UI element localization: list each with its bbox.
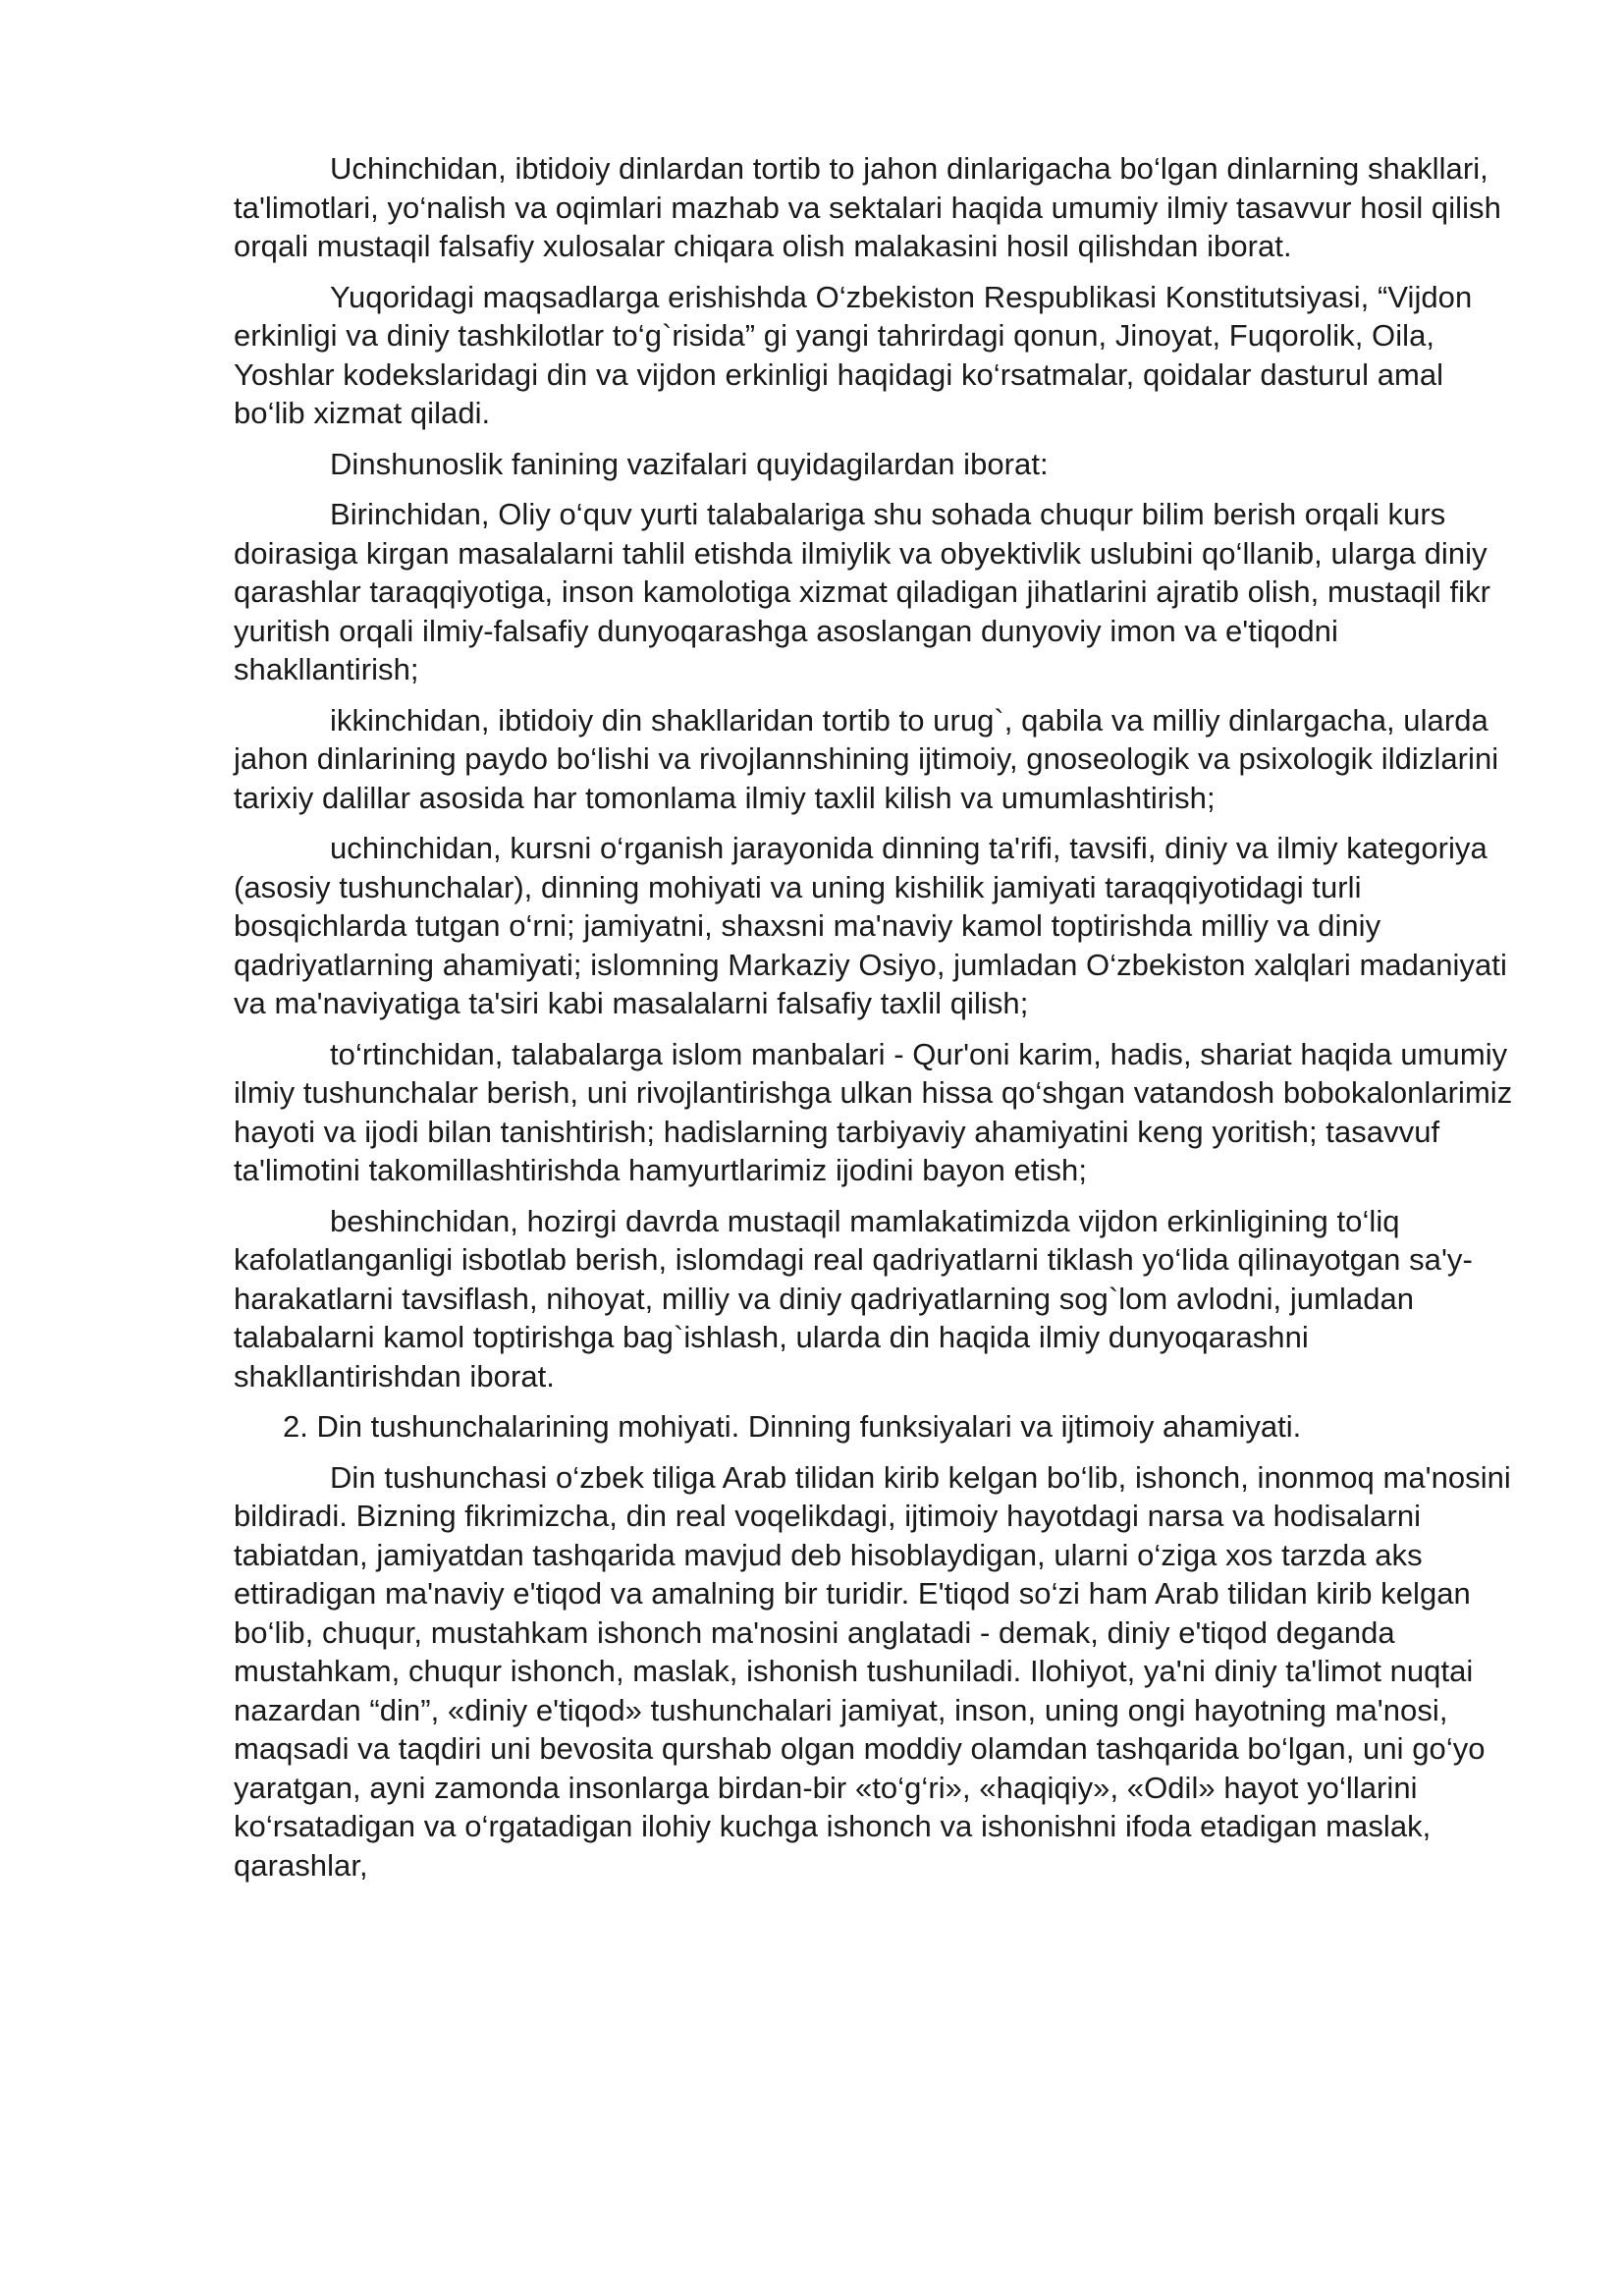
paragraph-task-fourth: to‘rtinchidan, talabalarga islom manbalari - Qur'oni karim, hadis, shariat haqida umumiy ilmiy tushunchalar berish, uni rivojlantirishga ulkan hissa qo‘shgan vatandosh bobokalonlarimiz hayoti va ijodi bilan tanishtirish; hadislarning tarbiyaviy ahamiyatini keng yoritish; tasavvuf ta'limotini takomillashtirishda hamyurtlarimiz ijodini bayon etish; — [234, 1036, 1513, 1187]
section-heading: 2. Din tushunchalarining mohiyati. Dinning funksiyalari va ijtimoiy ahamiyati. — [283, 1409, 1302, 1444]
paragraph-legal-basis: Yuqoridagi maqsadlarga erishishda O‘zbekiston Respublikasi Konstitutsiyasi, “Vijdon erkinligi va diniy tashkilotlar to‘g`risida” gi yangi tahrirdagi qonun, Jinoyat, Fuqorolik, Oila, Yoshlar kodekslaridagi din va vijdon erkinligi haqidagi ko‘rsatmalar, qoidalar dasturul amal bo‘lib xizmat qiladi. — [234, 279, 1473, 430]
paragraph-task-fifth: beshinchidan, hozirgi davrda mustaqil mamlakatimizda vijdon erkinligining to‘liq kafolatlanganligi isbotlab berish, islomdagi real qadriyatlarni tiklash yo‘lida qilinayotgan sa'y-harakatlarni tavsiflash, nihoyat, milliy va diniy qadriyatlarning sog`lom avlodni, jumladan talabalarni kamol toptirishga bag`ishlash, ularda din haqida ilmiy dunyoqarashni shakllantirishdan iborat. — [234, 1203, 1473, 1394]
document-page — [234, 149, 1515, 1896]
paragraph-goal-third: Uchinchidan, ibtidoiy dinlardan tortib to jahon dinlarigacha bo‘lgan dinlarning shakllari, ta'limotlari, yo‘nalish va oqimlari mazhab va sektalari haqida umumiy ilmiy tasavvur hosil qilish orqali mustaqil falsafiy xulosalar chiqara olish malakasini hosil qilishdan iborat. — [234, 151, 1501, 263]
paragraph-task-third: uchinchidan, kursni o‘rganish jarayonida dinning ta'rifi, tavsifi, diniy va ilmiy kategoriya (asosiy tushunchalar), dinning mohiyati va uning kishilik jamiyati taraqqiyotidagi turli bosqichlarda tutgan o‘rni; jamiyatni, shaxsni ma'naviy kamol toptirishda milliy va diniy qadriyatlarning ahamiyati; islomning Markaziy Osiyo, jumladan O‘zbekiston xalqlari madaniyati va ma'naviyatiga ta'siri kabi masalalarni falsafiy taxlil qilish; — [234, 831, 1507, 1020]
paragraph-religion-definition: Din tushunchasi o‘zbek tiliga Arab tilidan kirib kelgan bo‘lib, ishonch, inonmoq ma'nosini bildiradi. Bizning fikrimizcha, din real voqelikdagi, ijtimoiy hayotdagi narsa va hodisalarni tabiatdan, jamiyatdan tashqarida mavjud deb hisoblaydigan, ularni o‘ziga xos tarzda aks ettiradigan ma'naviy e'tiqod va amalning bir turidir. E'tiqod so‘zi ham Arab tilidan kirib kelgan bo‘lib, chuqur, mustahkam ishonch ma'nosini anglatadi - demak, diniy e'tiqod deganda mustahkam, chuqur ishonch, maslak, ishonish tushuniladi. Ilohiyot, ya'ni diniy ta'limot nuqtai nazardan “din”, «diniy e'tiqod» tushunchalari jamiyat, inson, uning ongi hayotning ma'nosi, maqsadi va taqdiri uni bevosita qurshab olgan moddiy olamdan tashqarida bo‘lgan, uni go‘yo yaratgan, ayni zamonda insonlarga birdan-bir «to‘g‘ri», «haqiqiy», «Odil» hayot yo‘llarini ko‘rsatadigan va o‘rgatadigan ilohiy kuchga ishonch va ishonishni ifoda etadigan maslak, qarashlar, — [234, 1459, 1511, 1883]
paragraph-tasks-intro: Dinshunoslik fanining vazifalari quyidagilardan iborat: — [330, 446, 1049, 481]
paragraph-task-first: Birinchidan, Oliy o‘quv yurti talabalariga shu sohada chuqur bilim berish orqali kurs doirasiga kirgan masalalarni tahlil etishda ilmiylik va obyektivlik uslubini qo‘llanib, ularga diniy qarashlar taraqqiyotiga, inson kamolotiga xizmat qiladigan jihatlarini ajratib olish, mustaqil fikr yuritish orqali ilmiy-falsafiy dunyoqarashga asoslangan dunyoviy imon va e'tiqodni shakllantirish; — [234, 497, 1491, 686]
paragraph-task-second: ikkinchidan, ibtidoiy din shakllaridan tortib to urug`, qabila va milliy dinlargacha, ularda jahon dinlarining paydo bo‘lishi va rivojlannshining ijtimoiy, gnoseologik va psixologik ildizlarini tarixiy dalillar asosida har tomonlama ilmiy taxlil kilish va umumlashtirish; — [234, 702, 1499, 815]
